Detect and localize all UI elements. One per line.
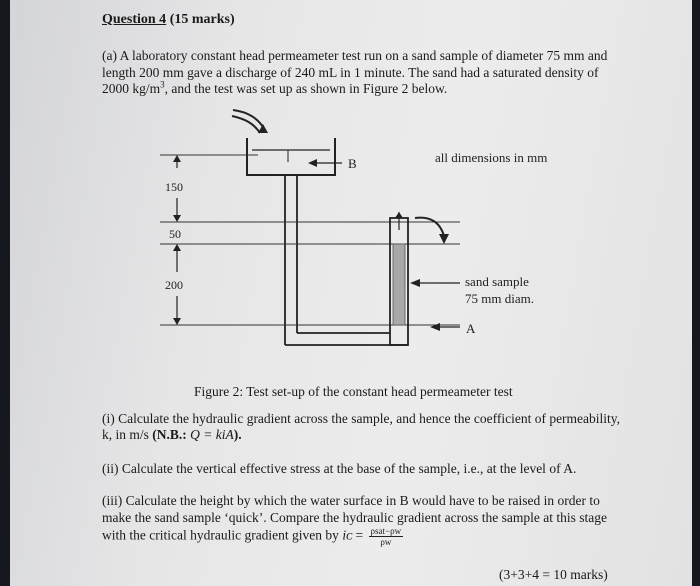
label-dim-50: 50 (169, 227, 181, 241)
part-iii-line-1: (iii) Calculate the height by which the water surface in B would have to be raised in order to (102, 493, 600, 508)
label-dim-150: 150 (165, 180, 183, 194)
water-level-marker (395, 212, 403, 218)
exam-page (10, 0, 692, 586)
label-b: B (348, 156, 357, 171)
part-a-line-2: length 200 mm gave a discharge of 240 mL in 1 minute. The sand had a saturated density of (102, 65, 599, 80)
label-sample-diameter: 75 mm diam. (465, 291, 534, 306)
sand-sample (393, 244, 405, 325)
dim-150-lower-head (173, 215, 181, 222)
upper-tank (247, 138, 335, 175)
inflow-arrowhead (258, 124, 268, 133)
part-ii: (ii) Calculate the vertical effective stress at the base of the sample, i.e., at the level of A. (102, 461, 577, 476)
label-dim-200: 200 (165, 278, 183, 292)
part-iii-line-2: make the sand sample ‘quick’. Compare the hydraulic gradient across the sample at this stage (102, 510, 607, 525)
marks-summary: (3+3+4 = 10 marks) (499, 567, 608, 582)
dim-150-upper-head (173, 155, 181, 162)
part-i-line-1: (i) Calculate the hydraulic gradient across the sample, and hence the coefficient of permeability, (102, 411, 621, 426)
part-i-line-2: k, in m/s (N.B.: Q = kiA). (102, 427, 242, 442)
part-a-line-1: (a) A laboratory constant head permeameter test run on a sand sample of diameter 75 mm and (102, 48, 608, 63)
label-a: A (466, 321, 476, 336)
b-arrowhead (308, 159, 317, 167)
outflow-arrow (415, 218, 444, 236)
part-a-line-3: 2000 $kg/m^3$, and the test was set up as shown in Figure 2 below. (102, 79, 448, 96)
label-all-dimensions: all dimensions in mm (435, 150, 548, 165)
critical-gradient-symbol: iᴄ (342, 527, 353, 543)
dim-200-lower-head (173, 318, 181, 325)
sample-pointer-arrowhead (410, 279, 420, 287)
figure-caption: Figure 2: Test set-up of the constant head permeameter test (194, 384, 513, 399)
inflow-arrow (233, 110, 265, 130)
a-pointer-arrowhead (430, 323, 440, 331)
critical-gradient-fraction: $\frac{\text{ρsat−ρw}}{\rho w}$ (370, 526, 402, 547)
dim-200-upper-head (173, 244, 181, 251)
question-number: Question 4 (102, 12, 167, 27)
part-iii-line-3: with the critical hydraulic gradient given by iᴄ = $\frac{\text{ρsat−ρw}}{\rho w}$ (102, 526, 402, 547)
question-marks: (15 marks) (169, 12, 235, 27)
label-sand-sample: sand sample (465, 274, 529, 289)
outflow-arrowhead (439, 234, 449, 244)
